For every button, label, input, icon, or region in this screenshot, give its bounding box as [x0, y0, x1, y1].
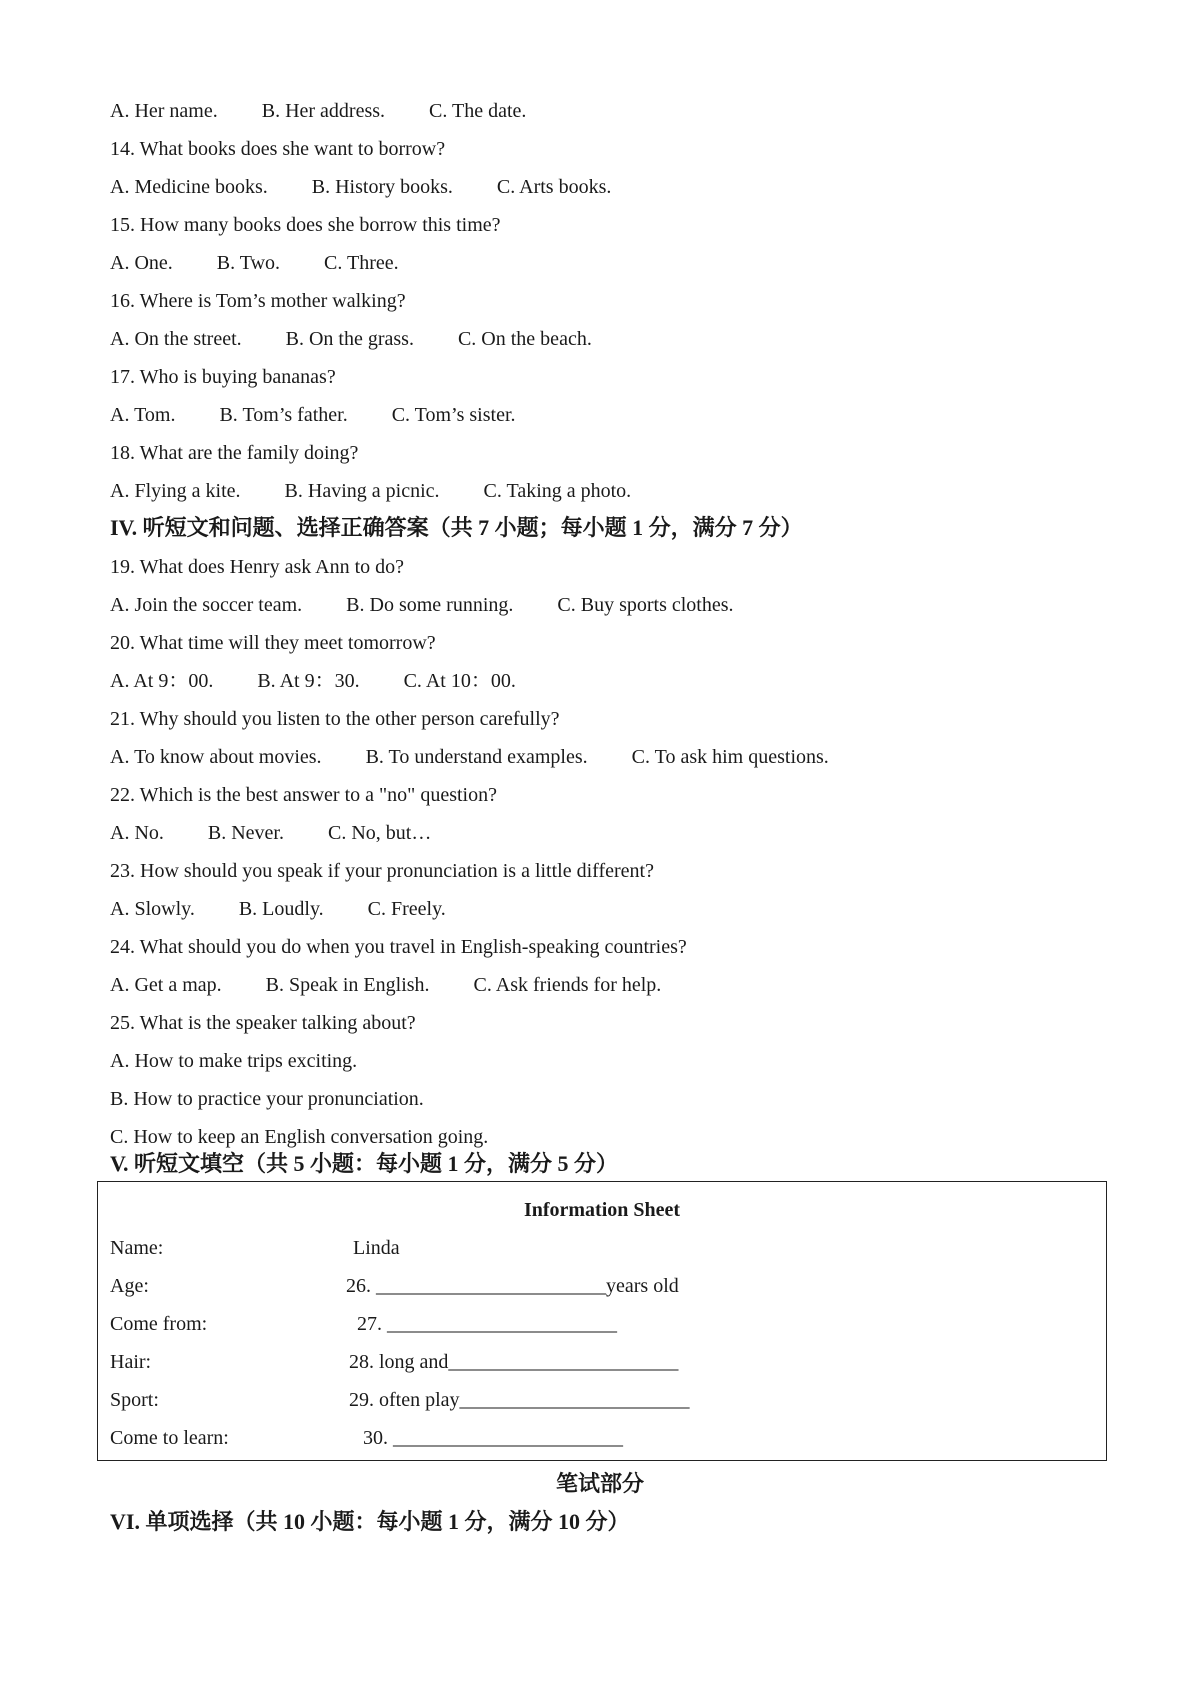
q14-options — [110, 175, 611, 199]
option: B. At 9：30. — [257, 670, 360, 692]
info-label: Sport: — [110, 1389, 159, 1411]
option: A. On the street. — [110, 328, 242, 350]
option: A. Flying a kite. — [110, 480, 241, 502]
q19-options — [110, 593, 734, 617]
section-heading: V. 听短文填空（共 5 小题：每小题 1 分，满分 5 分） — [110, 1151, 619, 1176]
written-part-title: 笔试部分 — [555, 1471, 644, 1496]
option: B. History books. — [311, 176, 453, 198]
option: A. Get a map. — [110, 974, 222, 996]
option: B. Her address. — [261, 100, 386, 122]
option: C. Ask friends for help. — [473, 974, 662, 996]
question-text: 18. What are the family doing? — [110, 442, 359, 464]
q20-options — [110, 669, 516, 693]
info-value: 30. _______________________ — [363, 1427, 623, 1449]
option: A. No. — [110, 822, 164, 844]
info-value: 27. _______________________ — [357, 1313, 617, 1335]
option: C. To ask him questions. — [631, 746, 829, 768]
question-text: 25. What is the speaker talking about? — [110, 1012, 416, 1034]
option: A. To know about movies. — [110, 746, 322, 768]
info-value: 26. _______________________years old — [346, 1275, 679, 1297]
option: C. No, but… — [327, 822, 432, 844]
q16-options — [110, 327, 592, 351]
option: C. Taking a photo. — [483, 480, 632, 502]
info-label: Come to learn: — [110, 1427, 229, 1449]
option: B. Loudly. — [238, 898, 324, 920]
info-value: Linda — [353, 1237, 400, 1259]
option: A. Tom. — [110, 404, 176, 426]
question-text: 15. How many books does she borrow this time? — [110, 214, 501, 236]
option: A. Join the soccer team. — [110, 594, 303, 616]
question-text: 24. What should you do when you travel in English-speaking countries? — [110, 936, 687, 958]
option: C. At 10：00. — [403, 670, 516, 692]
option: C. Buy sports clothes. — [557, 594, 734, 616]
option: C. Three. — [324, 252, 399, 274]
q13-options — [110, 99, 526, 123]
info-value: 29. often play_______________________ — [349, 1389, 690, 1411]
info-label: Name: — [110, 1237, 164, 1259]
question-text: 23. How should you speak if your pronunciation is a little different? — [110, 860, 654, 882]
question-text: 16. Where is Tom’s mother walking? — [110, 290, 406, 312]
option: A. Slowly. — [110, 898, 195, 920]
option: B. On the grass. — [285, 328, 414, 350]
q24-options — [110, 973, 661, 997]
option: A. Medicine books. — [110, 176, 268, 198]
question-text: 22. Which is the best answer to a "no" question? — [110, 784, 497, 806]
info-label: Hair: — [110, 1351, 152, 1373]
option: A. Her name. — [110, 100, 218, 122]
question-text: 17. Who is buying bananas? — [110, 366, 336, 388]
option: C. On the beach. — [457, 328, 592, 350]
q18-options — [110, 479, 631, 503]
option: B. Do some running. — [346, 594, 514, 616]
option: C. Freely. — [367, 898, 446, 920]
q17-options — [110, 403, 516, 427]
option: A. How to make trips exciting. — [110, 1050, 358, 1072]
question-text: 21. Why should you listen to the other person carefully? — [110, 708, 560, 730]
info-label: Age: — [110, 1275, 149, 1297]
option: C. Arts books. — [496, 176, 612, 198]
option: A. At 9：00. — [110, 670, 214, 692]
q22-options — [110, 821, 431, 845]
option: B. To understand examples. — [365, 746, 588, 768]
section-heading: VI. 单项选择（共 10 小题：每小题 1 分，满分 10 分） — [110, 1509, 630, 1534]
option: C. The date. — [429, 100, 527, 122]
question-text: 19. What does Henry ask Ann to do? — [110, 556, 405, 578]
question-text: 14. What books does she want to borrow? — [110, 138, 446, 160]
section-heading: IV. 听短文和问题、选择正确答案（共 7 小题；每小题 1 分，满分 7 分） — [110, 515, 803, 540]
option: B. Two. — [216, 252, 281, 274]
question-text: 20. What time will they meet tomorrow? — [110, 632, 436, 654]
information-sheet-title: Information Sheet — [523, 1199, 681, 1221]
option: B. Speak in English. — [265, 974, 430, 996]
option: B. Tom’s father. — [219, 404, 348, 426]
option: C. How to keep an English conversation going. — [110, 1126, 489, 1148]
option: B. Having a picnic. — [284, 480, 440, 502]
option: C. Tom’s sister. — [391, 404, 516, 426]
info-value: 28. long and_______________________ — [349, 1351, 679, 1373]
option: B. Never. — [207, 822, 284, 844]
q15-options — [110, 251, 399, 275]
information-sheet-box — [97, 1181, 1107, 1461]
q21-options — [110, 745, 829, 769]
info-label: Come from: — [110, 1313, 208, 1335]
option: A. One. — [110, 252, 173, 274]
option: B. How to practice your pronunciation. — [110, 1088, 424, 1110]
q23-options — [110, 897, 446, 921]
